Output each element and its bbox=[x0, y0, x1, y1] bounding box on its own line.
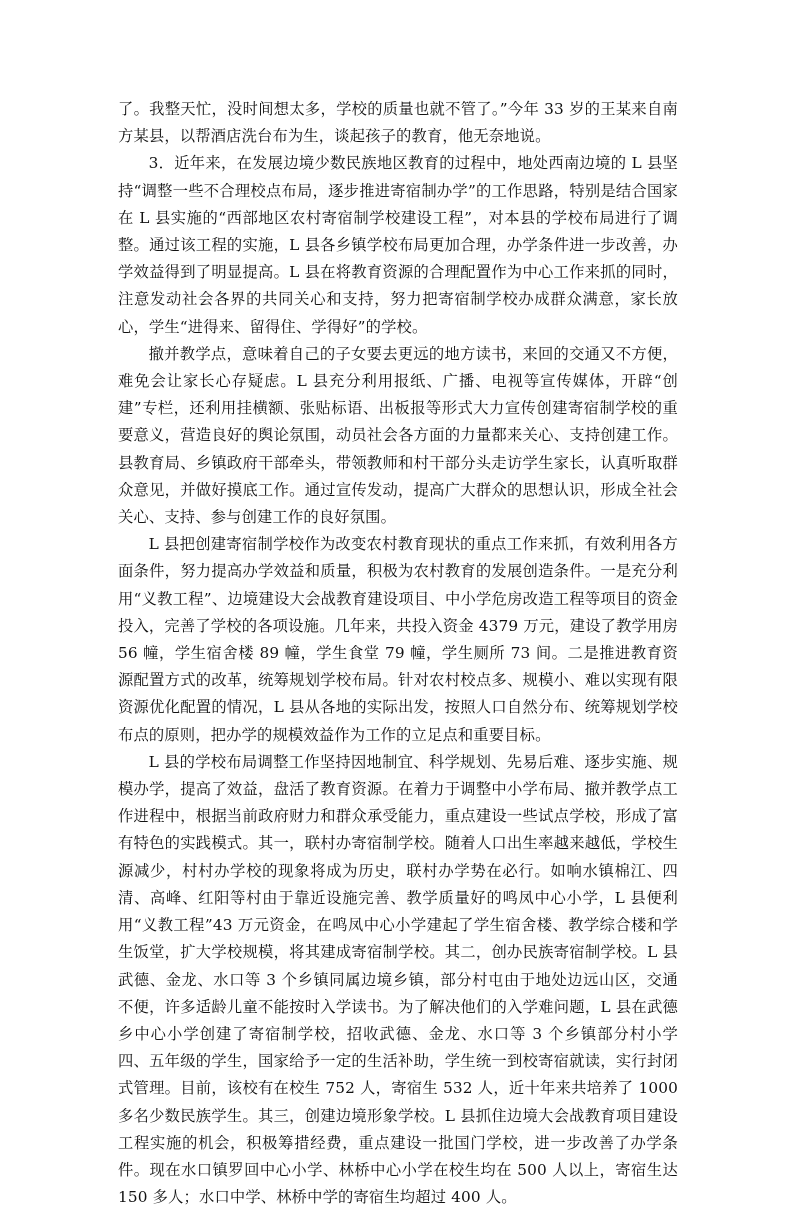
paragraph-layout-models: L 县的学校布局调整工作坚持因地制宜、科学规划、先易后难、逐步实施、规模办学，提高了效益，盘活了教育资源。在着力于调整中小学布局、撤并教学点工作进程中，根据当前政府财力和群众承受能力，重点建设一些试点学校，形成了富有特色的实践模式。其一，联村办寄宿制学校。随着人口出生率越来越低，学校生源减少，村村办学校的现象将成为历史，联村办学势在必行。如响水镇棉江、四清、高峰、红阳等村由于靠近设施完善、教学质量好的鸣凤中心小学，L 县便利用“义教工程”43 万元资金，在鸣凤中心小学建起了学生宿舍楼、教学综合楼和学生饭堂，扩大学校规模，将其建成寄宿制学校。其二，创办民族寄宿制学校。L 县武德、金龙、水口等 3 个乡镇同属边境乡镇，部分村屯由于地处边远山区，交通不便，许多适龄儿童不能按时入学读书。为了解决他们的入学难问题，L 县在武德乡中心小学创建了寄宿制学校，招收武德、金龙、水口等 3 个乡镇部分村小学四、五年级的学生，国家给予一定的生活补助，学生统一到校寄宿就读，实行封闭式管理。目前，该校有在校生 752 人，寄宿生 532 人，近十年来共培养了 1000 多名少数民族学生。其三，创建边境形象学校。L 县抓住边境大会战教育项目建设工程实施的机会，积极筹措经费，重点建设一批国门学校，进一步改善了办学条件。现在水口镇罗回中心小学、林桥中心小学在校生均在 500 人以上，寄宿生达 150 多人；水口中学、林桥中学的寄宿生均超过 400 人。 bbox=[118, 752, 678, 1207]
paragraph-continuation: 了。我整天忙，没时间想太多，学校的质量也就不管了。”今年 33 岁的王某来自南方某县，以帮酒店洗台布为生，谈起孩子的教育，他无奈地说。 bbox=[118, 100, 678, 146]
paragraph-item-3: 3．近年来，在发展边境少数民族地区教育的过程中，地处西南边境的 L 县坚持“调整一些不合理校点布局，逐步推进寄宿制办学”的工作思路，特别是结合国家在 L 县实施的“西部地区农村寄宿制学校建设工程”，对本县的学校布局进行了调整。通过该工程的实施，L 县各乡镇学校布局更加合理，办学条件进一步改善，办学效益得到了明显提高。L 县在将教育资源的合理配置作为中心工作来抓的同时，注意发动社会各界的共同关心和支持，努力把寄宿制学校办成群众满意，家长放心，学生“进得来、留得住、学得好”的学校。 bbox=[118, 154, 678, 336]
paragraph-publicity: 撤并教学点，意味着自己的子女要去更远的地方读书，来回的交通又不方便，难免会让家长心存疑虑。L 县充分利用报纸、广播、电视等宣传媒体，开辟“创建”专栏，还利用挂横额、张贴标语、出板报等形式大力宣传创建寄宿制学校的重要意义，营造良好的舆论氛围，动员社会各方面的力量都来关心、支持创建工作。县教育局、乡镇政府干部牵头，带领教师和村干部分头走访学生家长，认真听取群众意见，并做好摸底工作。通过宣传发动，提高广大群众的思想认识，形成全社会关心、支持、参与创建工作的良好氛围。 bbox=[118, 344, 678, 527]
document-body bbox=[118, 96, 678, 1211]
paragraph-investment: L 县把创建寄宿制学校作为改变农村教育现状的重点工作来抓，有效利用各方面条件，努力提高办学效益和质量，积极为农村教育的发展创造条件。一是充分利用“义教工程”、边境建设大会战教育建设项目、中小学危房改造工程等项目的资金投入，完善了学校的各项设施。几年来，共投入资金 4379 万元，建设了教学用房 56 幢，学生宿舍楼 89 幢，学生食堂 79 幢，学生厕所 73 间。二是推进教育资源配置方式的改革，统筹规划学校布局。针对农村校点多、规模小、难以实现有限资源优化配置的情况，L 县从各地的实际出发，按照人口自然分布、统筹规划学校布点的原则，把办学的规模效益作为工作的立足点和重要目标。 bbox=[118, 535, 678, 744]
